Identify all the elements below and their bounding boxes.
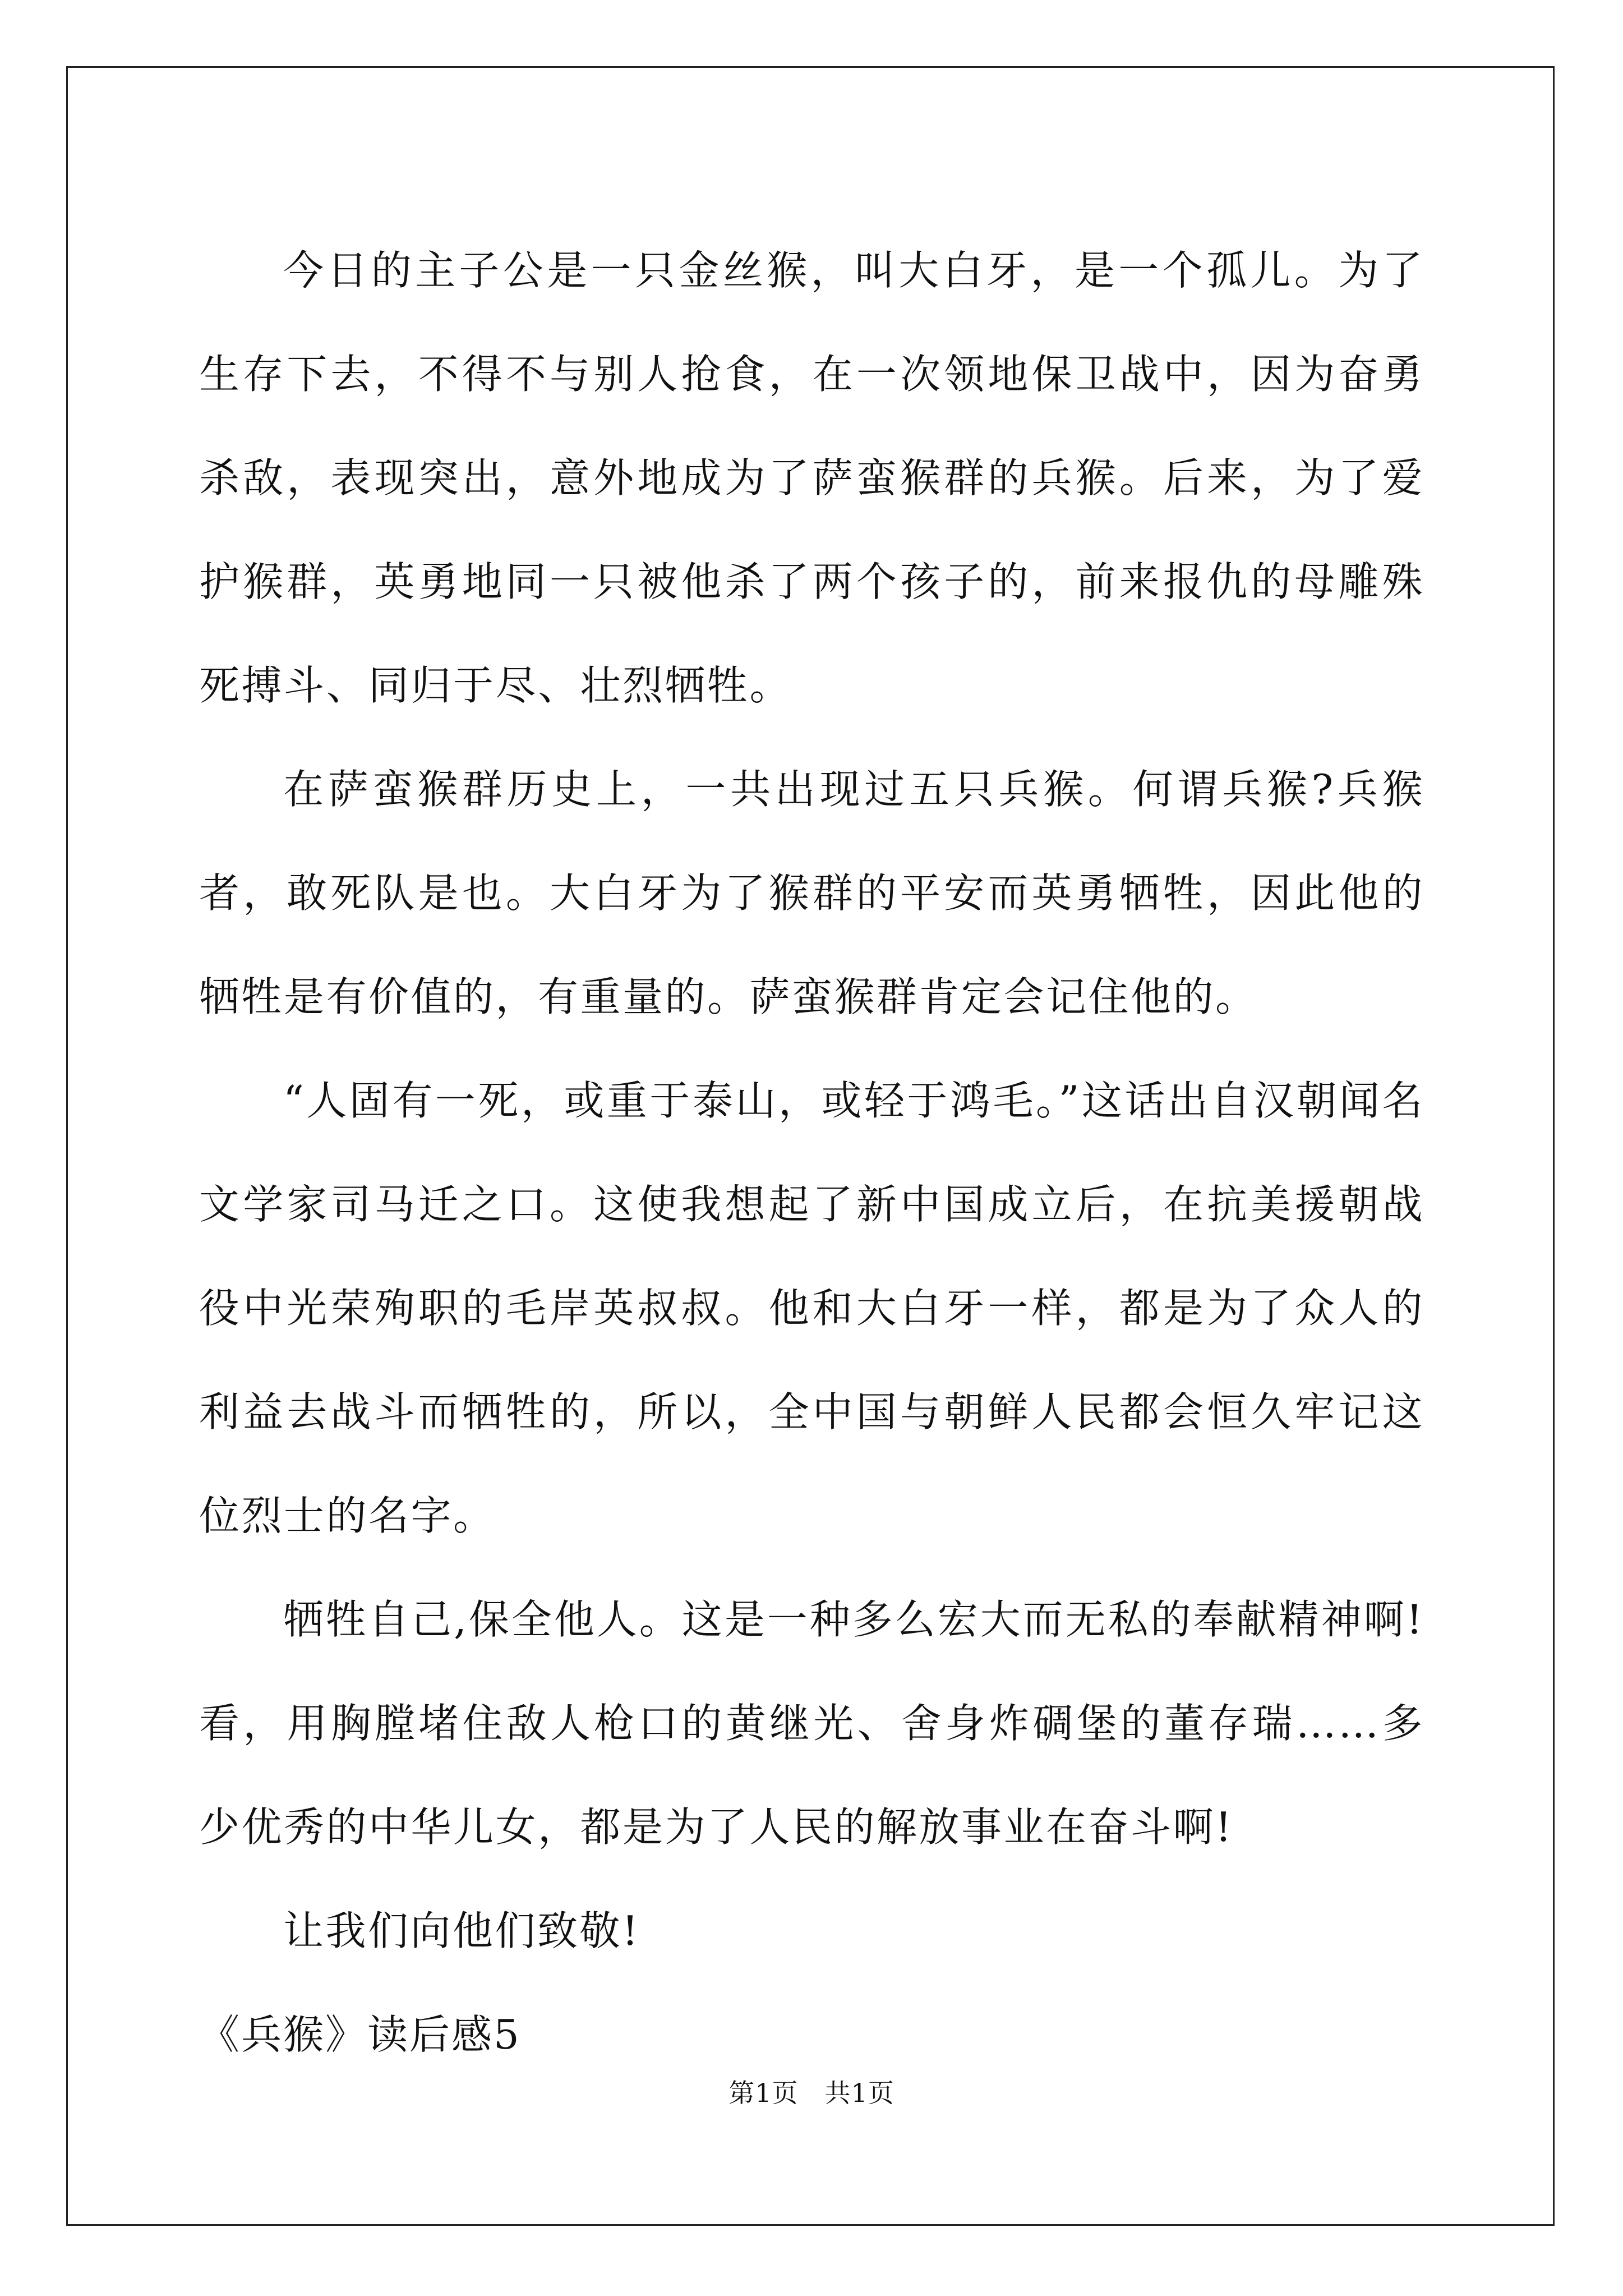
document-body xyxy=(199,219,1424,2087)
paragraph-3: “人固有一死，或重于泰山，或轻于鸿毛。”这话出自汉朝闻名文学家司马迁之口。这使我想起了新中国成立后，在抗美援朝战役中光荣殉职的毛岸英叔叔。他和大白牙一样，都是为了众人的利益去战斗而牺牲的，所以，全中国与朝鲜人民都会恒久牢记这位烈士的名字。 xyxy=(199,1077,1424,1539)
paragraph-4: 牺牲自己,保全他人。这是一种多么宏大而无私的奉献精神啊!看，用胸膛堵住敌人枪口的黄继光、舍身炸碉堡的董存瑞……多少优秀的中华儿女，都是为了人民的解放事业在奋斗啊! xyxy=(199,1596,1424,1851)
paragraph-2: 在萨蛮猴群历史上，一共出现过五只兵猴。何谓兵猴?兵猴者，敢死队是也。大白牙为了猴群的平安而英勇牺牲，因此他的牺牲是有价值的，有重量的。萨蛮猴群肯定会记住他的。 xyxy=(199,766,1424,1020)
page-footer: 第1页 共1页 xyxy=(728,2078,895,2108)
paragraph-5: 让我们向他们致敬! xyxy=(283,1907,640,1954)
paragraph-1: 今日的主子公是一只金丝猴，叫大白牙，是一个孤儿。为了生存下去，不得不与别人抢食，在一次领地保卫战中，因为奋勇杀敌，表现突出，意外地成为了萨蛮猴群的兵猴。后来，为了爱护猴群，英勇地同一只被他杀了两个孩子的，前来报仇的母雕殊死搏斗、同归于尽、壮烈牺牲。 xyxy=(199,247,1424,709)
section-title: 《兵猴》读后感5 xyxy=(199,2011,521,2058)
